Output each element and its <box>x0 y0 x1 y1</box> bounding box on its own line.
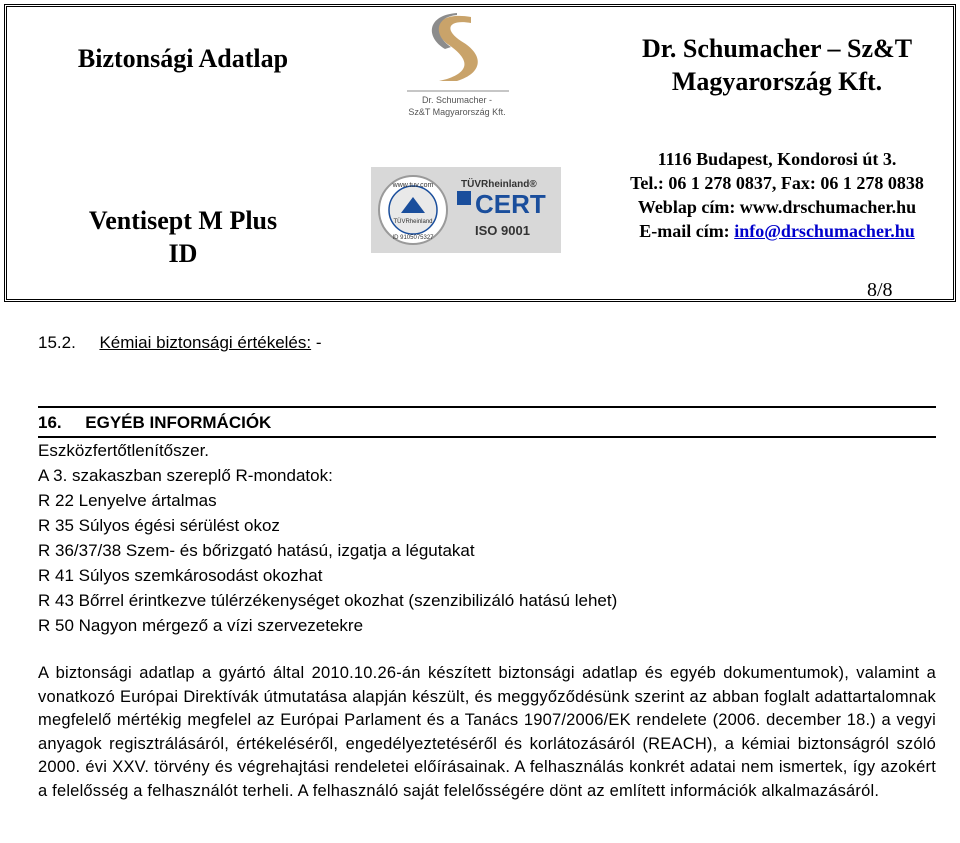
company-logo <box>399 7 517 121</box>
email-row <box>602 219 952 243</box>
list-item: R 36/37/38 Szem- és bőrizgató hatású, izgatja a légutakat <box>38 541 475 560</box>
cert-brand: TÜVRheinland® <box>461 179 537 190</box>
list-item: R 50 Nagyon mérgező a vízi szervezetekre <box>38 616 364 635</box>
section-16-title: EGYÉB INFORMÁCIÓK <box>85 413 272 432</box>
svg-text:TÜVRheinland: TÜVRheinland <box>393 219 433 225</box>
section-15-2-value: - <box>311 333 322 352</box>
email-link[interactable]: info@drschumacher.hu <box>734 221 915 241</box>
section-16-top-rule <box>38 406 936 408</box>
disclaimer-paragraph: A biztonsági adatlap a gyártó által 2010.10.26-án készített biztonsági adatlap és egyéb dokumentumok), valamint a vonatkozó Európai Direktívák útmutatása alapján készült, és meggyőződésünk szerint az abban foglalt adattartalomnak megfelelő mértékig megfelel az Európai Parlament és a Tanács 1907/2006/EK rendelete (2006. december 18.) a vegyi anyagok regisztrálásáról, értékeléséről, engedélyeztetéséről és korlátozásáról (REACH), a kémiai biztonságról szóló 2000. évi XXV. törvény és végrehajtási rendeletei előírásainak. A felhasználás konkrét adatai nem ismertek, így azokért a felelősség a felhasználót terheli. A felhasználó saját felelősségére dönt az említett információk alkalmazásáról. <box>38 664 936 800</box>
section-15-2-title: Kémiai biztonsági értékelés: <box>99 333 312 352</box>
product-name-line2: ID <box>168 239 198 268</box>
website: Weblap cím: www.drschumacher.hu <box>637 197 917 217</box>
cert-word: CERT <box>475 189 546 219</box>
page-number: 8/8 <box>867 279 893 301</box>
logo-text-1: Dr. Schumacher - <box>421 95 493 105</box>
list-item: Eszközfertőtlenítőszer. <box>38 441 210 460</box>
section-16-number: 16. <box>38 413 62 432</box>
contact-info <box>602 147 952 243</box>
company-name-line1: Dr. Schumacher – Sz&T <box>641 34 913 63</box>
list-item: R 35 Súlyos égési sérülést okoz <box>38 516 280 535</box>
document-title: Biztonsági Adatlap <box>77 44 289 73</box>
email-label: E-mail cím: <box>639 221 735 241</box>
product-name <box>7 187 359 287</box>
seal-id: ID 9105075327 <box>392 235 434 241</box>
section-15-2-number: 15.2. <box>38 333 76 352</box>
logo-text-2: Sz&T Magyarország Kft. <box>408 107 506 117</box>
company-name-line2: Magyarország Kft. <box>671 67 883 96</box>
phone-fax: Tel.: 06 1 278 0837, Fax: 06 1 278 0838 <box>630 173 924 193</box>
section-15-2 <box>38 330 322 355</box>
address: 1116 Budapest, Kondorosi út 3. <box>657 149 897 169</box>
company-name <box>602 7 952 123</box>
list-item: R 41 Súlyos szemkárosodást okozhat <box>38 566 323 585</box>
list-item: R 22 Lenyelve ártalmas <box>38 491 217 510</box>
seal-url: www.tuv.com <box>392 182 434 189</box>
certification-badge <box>371 167 561 253</box>
section-16-heading <box>38 410 271 435</box>
list-item: R 43 Bőrrel érintkezve túlérzékenységet okozhat (szenzibilizáló hatású lehet) <box>38 591 618 610</box>
document-header <box>4 4 956 302</box>
section-16-lines <box>38 438 617 638</box>
list-item: A 3. szakaszban szereplő R-mondatok: <box>38 466 333 485</box>
cert-standard: ISO 9001 <box>475 223 530 238</box>
product-name-line1: Ventisept M Plus <box>88 206 278 235</box>
